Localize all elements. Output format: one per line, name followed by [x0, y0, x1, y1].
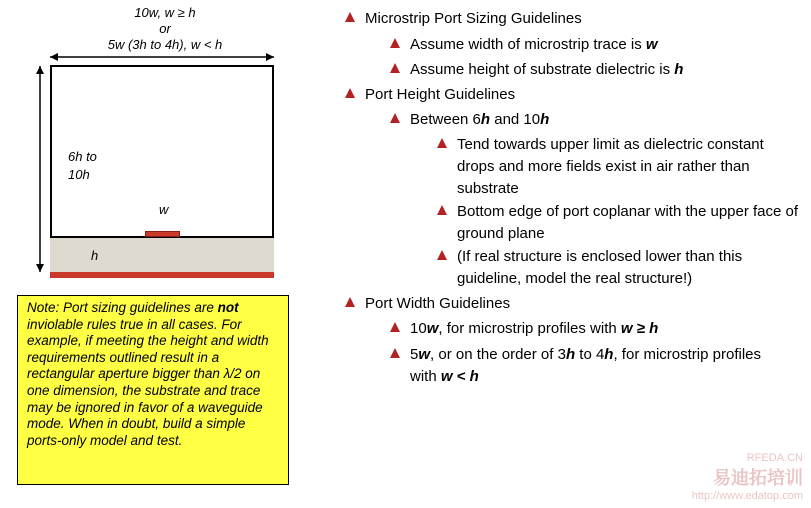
height-dimension-line-1: 6h to [68, 149, 97, 164]
trace-width-label: w [159, 202, 169, 217]
port-sizing-diagram [0, 0, 300, 290]
microstrip-trace [145, 231, 180, 237]
bullet-level-1 [390, 34, 658, 56]
triangle-bullet-icon [390, 113, 400, 123]
triangle-bullet-icon [390, 348, 400, 358]
bullet-text: Between 6h and 10h [410, 111, 550, 128]
watermark [692, 452, 803, 502]
bullet-level-2 [437, 134, 797, 200]
triangle-bullet-icon [437, 205, 447, 215]
substrate-dielectric [50, 236, 274, 272]
triangle-bullet-icon [437, 138, 447, 148]
note-bold-word: not [217, 300, 239, 315]
triangle-bullet-icon [390, 38, 400, 48]
note-text: inviolable rules true in all cases. For example, if meeting the height and width requirements outlined result in a rectangular aperture bigger than λ/2 on one dimension, the substrate and trace may be ignored in favor of a waveguide mode. When in doubt, build a simple ports-only model and test. [27, 316, 269, 448]
bullet-level-0 [345, 84, 515, 106]
watermark-line-1: RFEDA.CN [746, 452, 803, 464]
bullet-text: 5w, or on the order of 3h to 4h, for microstrip profiles with w < h [410, 346, 762, 385]
note-box [17, 295, 289, 485]
note-prefix: Note: Port sizing guidelines are [27, 300, 214, 315]
bullet-level-2 [437, 246, 802, 290]
bullet-text: (If real structure is enclosed lower than this guideline, model the real structure!) [457, 248, 743, 287]
bullet-level-2 [437, 201, 802, 245]
bullet-level-1 [390, 109, 549, 131]
bullet-text: Port Height Guidelines [365, 86, 516, 103]
bullet-text: Assume width of microstrip trace is w [410, 36, 658, 53]
triangle-bullet-icon [345, 297, 355, 307]
ground-plane [50, 272, 274, 278]
bullet-level-1 [390, 318, 658, 340]
width-dimension-line-1: 10w, w ≥ h [134, 5, 196, 20]
substrate-height-label: h [91, 248, 99, 263]
bullet-text: Assume height of substrate dielectric is h [410, 61, 684, 78]
watermark-line-3: http://www.edatop.com [691, 490, 803, 502]
bullet-text: Tend towards upper limit as dielectric constant drops and more fields exist in air rather than substrate [457, 136, 764, 197]
bullet-level-0 [345, 293, 510, 315]
triangle-bullet-icon [390, 322, 400, 332]
bullet-text: 10w, for microstrip profiles with w ≥ h [410, 320, 659, 337]
bullet-text: Port Width Guidelines [365, 295, 511, 312]
triangle-bullet-icon [437, 250, 447, 260]
bullet-level-1 [390, 344, 800, 388]
bullet-text: Bottom edge of port coplanar with the upper face of ground plane [457, 203, 799, 242]
bullet-level-0 [345, 8, 582, 30]
height-dimension-label [68, 148, 97, 184]
bullet-level-1 [390, 59, 683, 81]
triangle-bullet-icon [390, 63, 400, 73]
width-dimension-line-3: 5w (3h to 4h), w < h [107, 37, 223, 52]
triangle-bullet-icon [345, 88, 355, 98]
width-dimension-line-2: or [159, 21, 171, 36]
height-dimension-line-2: 10h [68, 167, 90, 182]
triangle-bullet-icon [345, 12, 355, 22]
bullet-text: Microstrip Port Sizing Guidelines [365, 10, 582, 27]
watermark-line-2: 易迪拓培训 [713, 468, 803, 488]
